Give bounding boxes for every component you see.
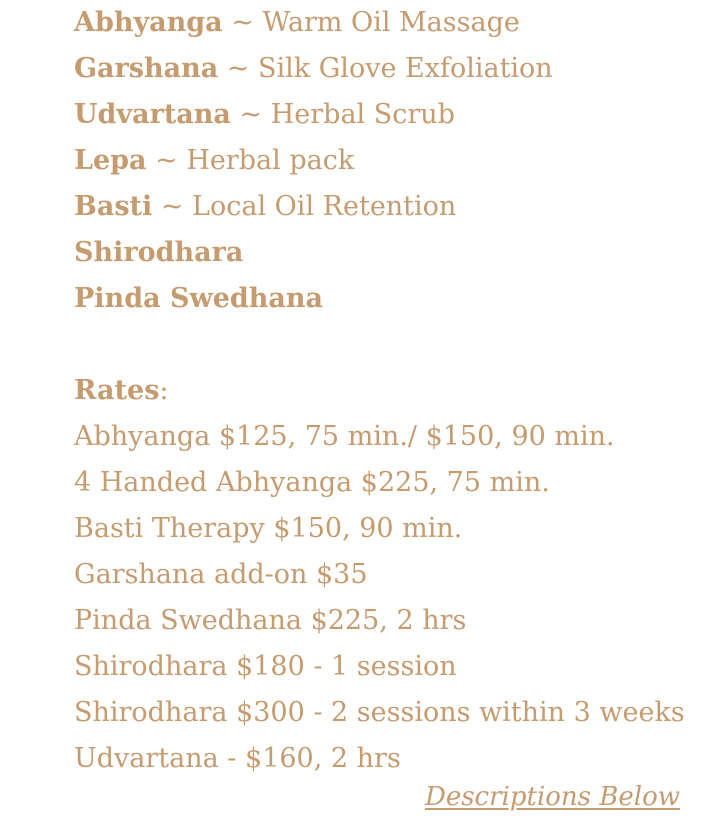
treatment-separator: ~ <box>230 99 271 130</box>
rate-item: Udvartana - $160, 2 hrs <box>74 743 401 774</box>
rate-item: Basti Therapy $150, 90 min. <box>74 513 463 544</box>
treatment-item <box>74 0 694 46</box>
rates-heading: Rates <box>74 375 160 406</box>
treatment-name: Pinda Swedhana <box>74 283 324 314</box>
treatment-separator: ~ <box>146 145 187 176</box>
treatment-description: Silk Glove Exfoliation <box>258 53 553 84</box>
treatment-name: Basti <box>74 191 153 222</box>
treatment-item <box>74 230 694 276</box>
treatment-item <box>74 46 694 92</box>
descriptions-below-link[interactable]: Descriptions Below <box>424 782 680 812</box>
rate-item: 4 Handed Abhyanga $225, 75 min. <box>74 467 550 498</box>
treatment-name: Lepa <box>74 145 147 176</box>
rates-heading-colon: : <box>159 375 169 406</box>
treatment-name: Abhyanga <box>74 7 223 38</box>
treatment-separator: ~ <box>222 7 263 38</box>
treatment-description: Warm Oil Massage <box>262 7 520 38</box>
treatment-separator: ~ <box>218 53 259 84</box>
treatment-separator: ~ <box>152 191 193 222</box>
treatment-item <box>74 276 694 322</box>
treatment-description: Herbal pack <box>186 145 355 176</box>
treatment-name: Garshana <box>74 53 219 84</box>
menu-content <box>74 0 694 782</box>
treatment-item <box>74 92 694 138</box>
rate-item: Garshana add-on $35 <box>74 559 368 590</box>
rate-item: Pinda Swedhana $225, 2 hrs <box>74 605 467 636</box>
treatment-name: Udvartana <box>74 99 231 130</box>
treatment-item <box>74 184 694 230</box>
rate-item: Shirodhara $180 - 1 session <box>74 651 457 682</box>
rate-item: Shirodhara $300 - 2 sessions within 3 weeks <box>74 697 685 728</box>
treatment-item <box>74 138 694 184</box>
treatment-list <box>74 0 694 322</box>
rates-list <box>74 414 694 782</box>
section-spacer <box>74 322 694 368</box>
treatment-description: Herbal Scrub <box>270 99 455 130</box>
rates-heading-line <box>74 368 694 414</box>
treatment-description: Local Oil Retention <box>192 191 457 222</box>
treatment-name: Shirodhara <box>74 237 244 268</box>
rate-item: Abhyanga $125, 75 min./ $150, 90 min. <box>74 421 615 452</box>
